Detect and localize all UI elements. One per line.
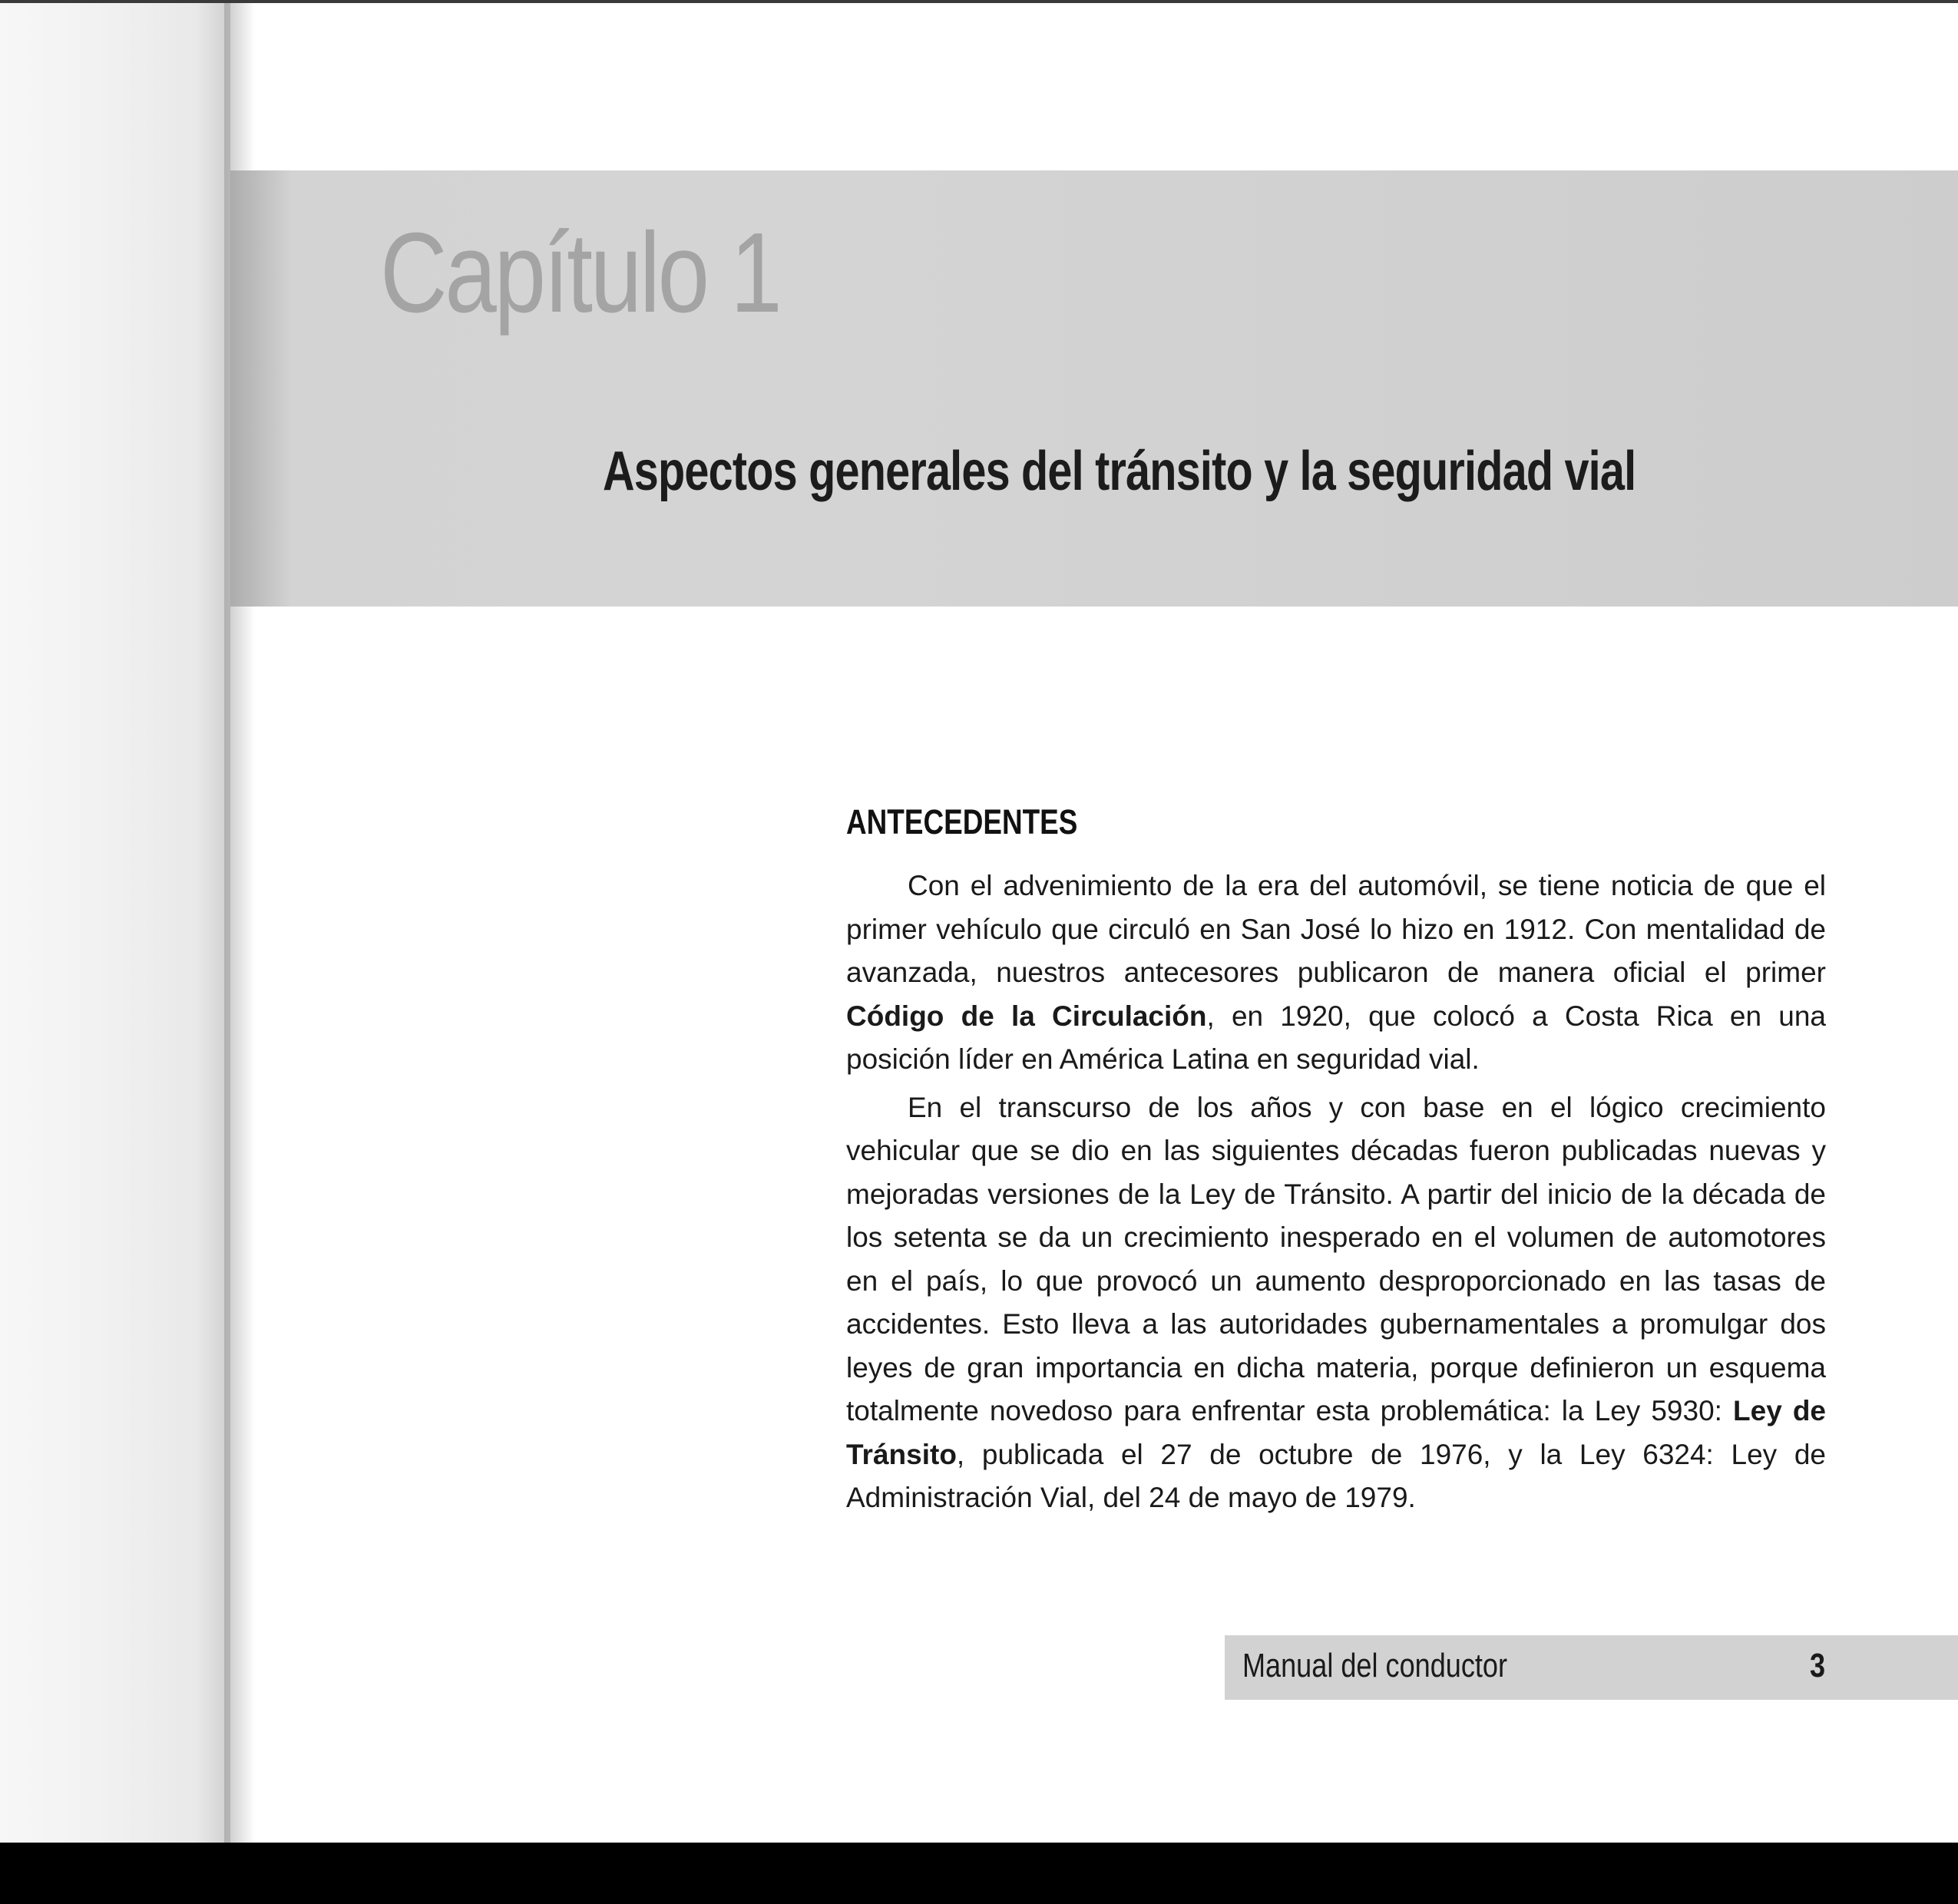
chapter-label: Capítulo 1: [380, 210, 780, 336]
chapter-title: Aspectos generales del tránsito y la seguridad vial: [603, 441, 1636, 502]
bold-term: Ley de Tránsito: [846, 1395, 1827, 1470]
body-text: [846, 864, 1826, 1525]
scan-top-edge: [0, 0, 1958, 3]
paragraph-text: , en 1920, que colocó a Costa Rica en una posición líder en América Latina en seguridad vial.: [846, 1000, 1827, 1075]
paragraph: [846, 1086, 1826, 1520]
footer-title: Manual del conductor: [1242, 1647, 1507, 1684]
bold-term: Código de la Circulación: [846, 1000, 1207, 1032]
left-page-margin: [0, 0, 230, 1843]
paragraph: [846, 864, 1826, 1082]
paragraph-text: Con el advenimiento de la era del automóvil, se tiene noticia de que el primer vehículo que circuló en San José lo hizo en 1912. Con mentalidad de avanzada, nuestros antecesores publicaron de manera oficial el primer: [846, 870, 1826, 988]
paragraph-text: En el transcurso de los años y con base en el lógico crecimiento vehicular que se dio en las siguientes décadas fueron publicadas nuevas y mejoradas versiones de la Ley de Tránsito. A partir del inicio de la década de los setenta se da un crecimiento inesperado en el volumen de automotores en el país, lo que provocó un aumento desproporcionado en las tasas de accidentes. Esto lleva a las autoridades gubernamentales a promulgar dos leyes de gran importancia en dicha materia, porque definieron un esquema totalmente novedoso para enfrentar esta problemática: la Ley 5930:: [846, 1091, 1826, 1426]
section-heading: ANTECEDENTES: [846, 802, 1078, 841]
scan-bottom-edge: [0, 1843, 1958, 1904]
chapter-banner-shade: [230, 170, 292, 607]
page-number: 3: [1810, 1647, 1826, 1684]
paragraph-text: , publicada el 27 de octubre de 1976, y la Ley 6324: Ley de Administración Vial, del 24 de mayo de 1979.: [846, 1438, 1826, 1513]
